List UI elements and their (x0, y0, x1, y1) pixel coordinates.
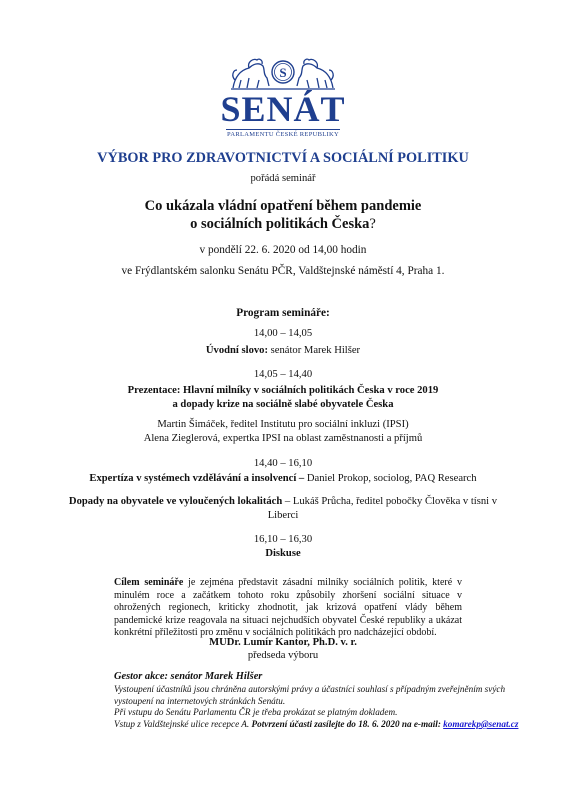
brand-subtitle: PARLAMENTU ČESKÉ REPUBLIKY (227, 131, 339, 138)
program-item-3a (0, 472, 566, 485)
senate-crest-icon (229, 56, 337, 92)
program-time-2: 14,05 – 14,40 (253, 369, 313, 380)
program-item-3b-title: Dopady na obyvatele ve vyloučených lokalitách (68, 496, 283, 507)
seminar-title-line2-text: o sociálních politikách Česka (190, 216, 370, 232)
program-item-1 (0, 344, 566, 357)
seminar-title-line1: Co ukázala vládní opatření během pandemie (144, 198, 422, 214)
copyright-note: Vystoupení účastníků jsou chráněna autorskými právy a účastníci souhlasí s případným zveřejněním svých vystoupení na internetových stránkách Senátu. (114, 684, 506, 706)
program-item-3a-title: Expertíza v systémech vzdělávání a insolvencí – (89, 473, 305, 484)
rsvp-deadline: Potvrzení účasti zasílejte do 18. 6. 2020 na e-mail: (251, 719, 444, 729)
rsvp-note (114, 719, 544, 731)
program-item-3a-speaker: Daniel Prokop, sociolog, PAQ Research (304, 473, 477, 484)
program-item-2-title1: Prezentace: Hlavní milníky v sociálních politikách Česka v roce 2019 (127, 385, 439, 396)
program-time-4: 16,10 – 16,30 (253, 534, 313, 545)
organizes-line: pořádá seminář (250, 173, 316, 184)
rsvp-email-link[interactable]: komarekp@senat.cz (443, 719, 519, 729)
program-item-1-label: Úvodní slovo: (205, 345, 269, 356)
program-item-3b-cont: Liberci (267, 510, 299, 521)
program-time-1: 14,00 – 14,05 (253, 328, 313, 339)
seminar-title-qmark: ? (369, 216, 376, 232)
seminar-goal-paragraph (114, 577, 462, 640)
id-note: Při vstupu do Senátu Parlamentu ČR je třeba prokázat se platným dokladem. (114, 707, 398, 717)
seminar-venue: ve Frýdlantském salonku Senátu PČR, Valdštejnské náměstí 4, Praha 1. (121, 265, 445, 277)
event-guarantor: Gestor akce: senátor Marek Hilšer (114, 671, 263, 682)
signature-name: MUDr. Lumír Kantor, Ph.D. v. r. (209, 637, 357, 648)
seminar-goal-text: je zejména představit zásadní milníky sociálních politik, které v minulém roce a začátkem tohoto roku způsobily zhoršení sociální situace v ohrožených regionech, kriticky zhodnotit, jak krizová opatření vlády během pandemické krize reagovala na situaci nejchudších obyvatel České republiky a ukázat konkrétní příležitosti pro změnu v sociálních politikách pro nadcházející období. (114, 577, 462, 639)
program-item-2-title2: a dopady krize na sociálně slabé obyvatele Česka (172, 399, 394, 410)
svg-text:S: S (279, 65, 287, 80)
committee-name: VÝBOR PRO ZDRAVOTNICTVÍ A SOCIÁLNÍ POLITIKU (97, 150, 469, 166)
entrance-note: Vstup z Valdštejnské ulice recepce A. (114, 719, 252, 729)
seminar-date: v pondělí 22. 6. 2020 od 14,00 hodin (199, 244, 367, 256)
program-item-3b (0, 495, 566, 508)
seminar-title-line2 (0, 215, 566, 233)
program-item-3b-speaker: – Lukáš Průcha, ředitel pobočky Člověka v tísni v (282, 496, 498, 507)
program-item-2-speaker1: Martin Šimáček, ředitel Institutu pro sociální inkluzi (IPSI) (157, 419, 409, 430)
program-item-4: Diskuse (265, 548, 301, 559)
seminar-goal-label: Cílem semináře (114, 577, 184, 588)
signature-role: předseda výboru (247, 650, 319, 661)
senate-logo (0, 0, 566, 150)
program-time-3: 14,40 – 16,10 (253, 458, 313, 469)
brand-divider (226, 129, 340, 130)
brand-wordmark: SENÁT (220, 89, 346, 129)
program-item-2-speaker2: Alena Zieglerová, expertka IPSI na oblast zaměstnanosti a příjmů (143, 433, 423, 444)
program-heading: Program semináře: (236, 307, 330, 319)
program-item-1-text: senátor Marek Hilšer (268, 345, 361, 356)
